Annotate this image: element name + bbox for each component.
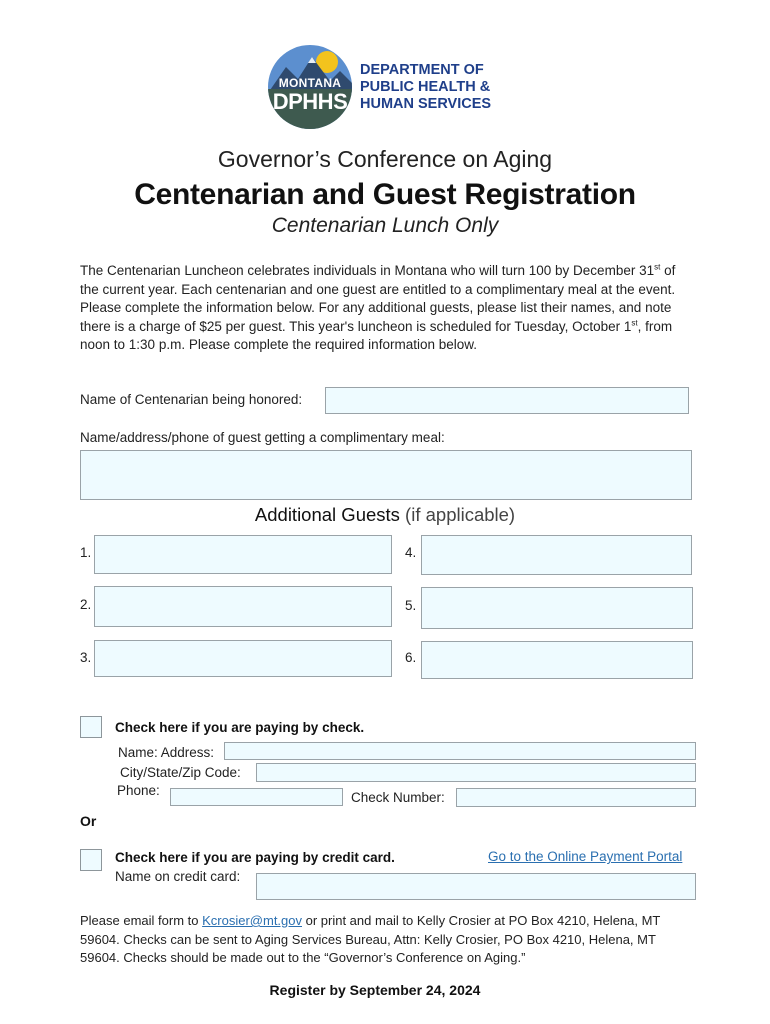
guest-2-input[interactable] (94, 586, 392, 627)
guest-6-label: 6. (405, 650, 417, 665)
logo-montana: MONTANA (278, 76, 342, 90)
pay-by-check-checkbox[interactable] (80, 716, 102, 738)
check-phone-label: Phone: (117, 783, 160, 798)
page-title: Centenarian and Guest Registration (134, 178, 636, 211)
guest-5-input[interactable] (421, 587, 693, 629)
logo-badge (268, 45, 352, 129)
intro-paragraph: The Centenarian Luncheon celebrates individuals in Montana who will turn 100 by December 31st of the current year. Each centenarian and one guest are entitled to a complimentary meal at the event. Please complete the information below. For any additional guests, please list their names, and note there is a charge of $25 per guest. This year's luncheon is scheduled for Tuesday, October 1st, from noon to 1:30 p.m. Please complete the required information below. (80, 262, 676, 352)
guest-info-input[interactable] (80, 450, 692, 500)
guest-4-label: 4. (405, 545, 417, 560)
name-on-card-input[interactable] (256, 873, 696, 900)
check-phone-input[interactable] (170, 788, 343, 806)
guest-2-label: 2. (80, 597, 92, 612)
mailing-instructions: Please email form to Kcrosier@mt.gov or print and mail to Kelly Crosier at PO Box 4210, Helena, MT 59604. Checks can be sent to Aging Services Bureau, Attn: Kelly Crosier, PO Box 4210, Helena, MT 59604. Checks should be made out to the “Governor’s Conference on Aging.” (80, 913, 661, 965)
check-city-input[interactable] (256, 763, 696, 782)
guest-3-label: 3. (80, 650, 92, 665)
guest-1-input[interactable] (94, 535, 392, 574)
pay-by-card-label: Check here if you are paying by credit card. (115, 850, 395, 865)
check-number-label: Check Number: (351, 790, 445, 805)
name-on-card-label: Name on credit card: (115, 869, 241, 884)
additional-guests-heading: Additional Guests (if applicable) (254, 504, 516, 525)
online-payment-portal-link[interactable]: Go to the Online Payment Portal (488, 849, 683, 864)
centenarian-name-label: Name of Centenarian being honored: (80, 392, 303, 407)
email-link[interactable]: Kcrosier@mt.gov (202, 913, 302, 928)
register-deadline: Register by September 24, 2024 (269, 982, 481, 998)
check-name-address-input[interactable] (224, 742, 696, 760)
centenarian-name-input[interactable] (325, 387, 689, 414)
check-name-address-label: Name: Address: (118, 745, 215, 760)
guest-4-input[interactable] (421, 535, 692, 575)
dphhs-logo (268, 42, 508, 132)
pay-by-check-label: Check here if you are paying by check. (115, 720, 365, 735)
guest-info-label: Name/address/phone of guest getting a complimentary meal: (80, 430, 445, 445)
conference-name: Governor’s Conference on Aging (217, 146, 553, 172)
guest-3-input[interactable] (94, 640, 392, 677)
check-city-label: City/State/Zip Code: (120, 765, 241, 780)
guest-5-label: 5. (405, 598, 417, 613)
or-separator: Or (80, 813, 97, 829)
page-subtitle: Centenarian Lunch Only (271, 214, 499, 237)
check-number-input[interactable] (456, 788, 696, 807)
guest-6-input[interactable] (421, 641, 693, 679)
logo-dphhs: DPHHS (272, 89, 348, 114)
logo-department-name: DEPARTMENT OF PUBLIC HEALTH & HUMAN SERVICES (360, 61, 492, 112)
pay-by-card-checkbox[interactable] (80, 849, 102, 871)
guest-1-label: 1. (80, 545, 92, 560)
